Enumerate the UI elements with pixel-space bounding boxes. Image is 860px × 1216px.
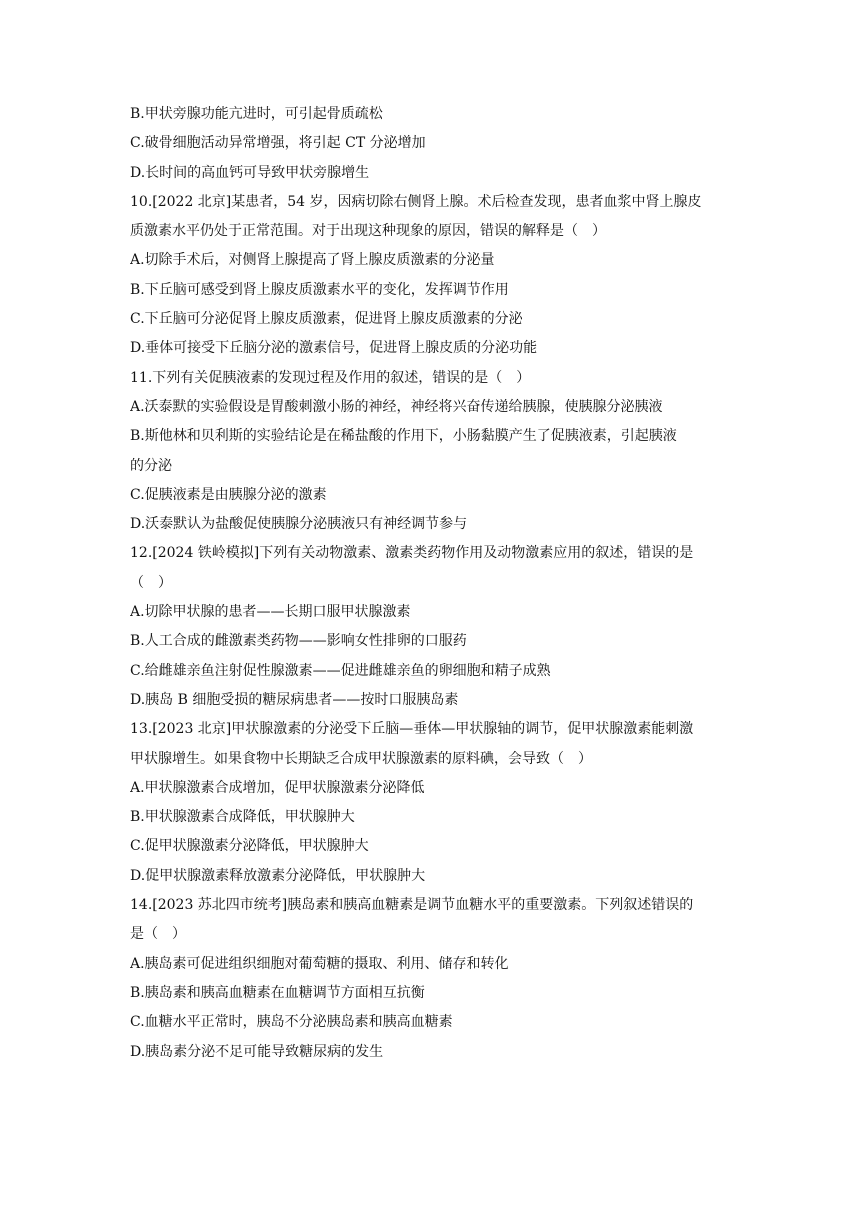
option-line: A.切除甲状腺的患者——长期口服甲状腺激素 — [130, 604, 411, 621]
question-14-stem-cont: 是（ ） — [130, 926, 186, 943]
option-line: A.切除手术后，对侧肾上腺提高了肾上腺皮质激素的分泌量 — [130, 252, 495, 269]
option-line: A.沃泰默的实验假设是胃酸刺激小肠的神经，神经将兴奋传递给胰腺，使胰腺分泌胰液 — [130, 398, 663, 415]
option-line: D.胰岛素分泌不足可能导致糖尿病的发生 — [130, 1043, 384, 1060]
option-line: C.下丘脑可分泌促肾上腺皮质激素，促进肾上腺皮质激素的分泌 — [130, 311, 523, 328]
question-11-stem: 11.下列有关促胰液素的发现过程及作用的叙述，错误的是（ ） — [130, 369, 531, 386]
option-line: D.垂体可接受下丘脑分泌的激素信号，促进肾上腺皮质的分泌功能 — [130, 340, 538, 357]
option-line: B.斯他林和贝利斯的实验结论是在稀盐酸的作用下，小肠黏膜产生了促胰液素，引起胰液 — [130, 428, 677, 445]
question-10-stem: 10.[2022 北京]某患者，54 岁，因病切除右侧肾上腺。术后检查发现，患者血浆中肾上腺皮 — [130, 193, 702, 210]
question-12-stem: 12.[2024 铁岭模拟]下列有关动物激素、激素类药物作用及动物激素应用的叙述，错误的是 — [130, 545, 694, 562]
option-line: D.沃泰默认为盐酸促使胰腺分泌胰液只有神经调节参与 — [130, 516, 468, 533]
option-line: C.破骨细胞活动异常增强，将引起 CT 分泌增加 — [130, 135, 426, 152]
option-line: C.给雌雄亲鱼注射促性腺激素——促进雌雄亲鱼的卵细胞和精子成熟 — [130, 662, 551, 679]
option-line: B.下丘脑可感受到肾上腺皮质激素水平的变化，发挥调节作用 — [130, 281, 509, 298]
question-10-stem-cont: 质激素水平仍处于正常范围。对于出现这种现象的原因，错误的解释是（ ） — [130, 223, 606, 240]
option-line-cont: 的分泌 — [130, 457, 172, 474]
question-14-stem: 14.[2023 苏北四市统考]胰岛素和胰高血糖素是调节血糖水平的重要激素。下列叙述错误的 — [130, 897, 694, 914]
option-line: D.胰岛 B 细胞受损的糖尿病患者——按时口服胰岛素 — [130, 691, 459, 708]
option-line: D.长时间的高血钙可导致甲状旁腺增生 — [130, 164, 370, 181]
option-line: B.甲状腺激素合成降低，甲状腺肿大 — [130, 809, 355, 826]
option-line: C.促胰液素是由胰腺分泌的激素 — [130, 486, 327, 503]
option-line: A.甲状腺激素合成增加，促甲状腺激素分泌降低 — [130, 779, 425, 796]
question-13-stem: 13.[2023 北京]甲状腺激素的分泌受下丘脑—垂体—甲状腺轴的调节，促甲状腺激素能刺激 — [130, 721, 694, 738]
option-line: B.胰岛素和胰高血糖素在血糖调节方面相互抗衡 — [130, 984, 425, 1001]
option-line: A.胰岛素可促进组织细胞对葡萄糖的摄取、利用、储存和转化 — [130, 955, 509, 972]
option-line: B.甲状旁腺功能亢进时，可引起骨质疏松 — [130, 106, 383, 122]
option-line: C.促甲状腺激素分泌降低，甲状腺肿大 — [130, 838, 369, 855]
option-line: B.人工合成的雌激素类药物——影响女性排卵的口服药 — [130, 633, 467, 650]
question-text-block — [130, 100, 730, 1067]
question-12-stem-cont: （ ） — [130, 574, 172, 591]
question-13-stem-cont: 甲状腺增生。如果食物中长期缺乏合成甲状腺激素的原料碘，会导致（ ） — [130, 750, 592, 767]
option-line: D.促甲状腺激素释放激素分泌降低，甲状腺肿大 — [130, 867, 426, 884]
option-line: C.血糖水平正常时，胰岛不分泌胰岛素和胰高血糖素 — [130, 1014, 453, 1031]
